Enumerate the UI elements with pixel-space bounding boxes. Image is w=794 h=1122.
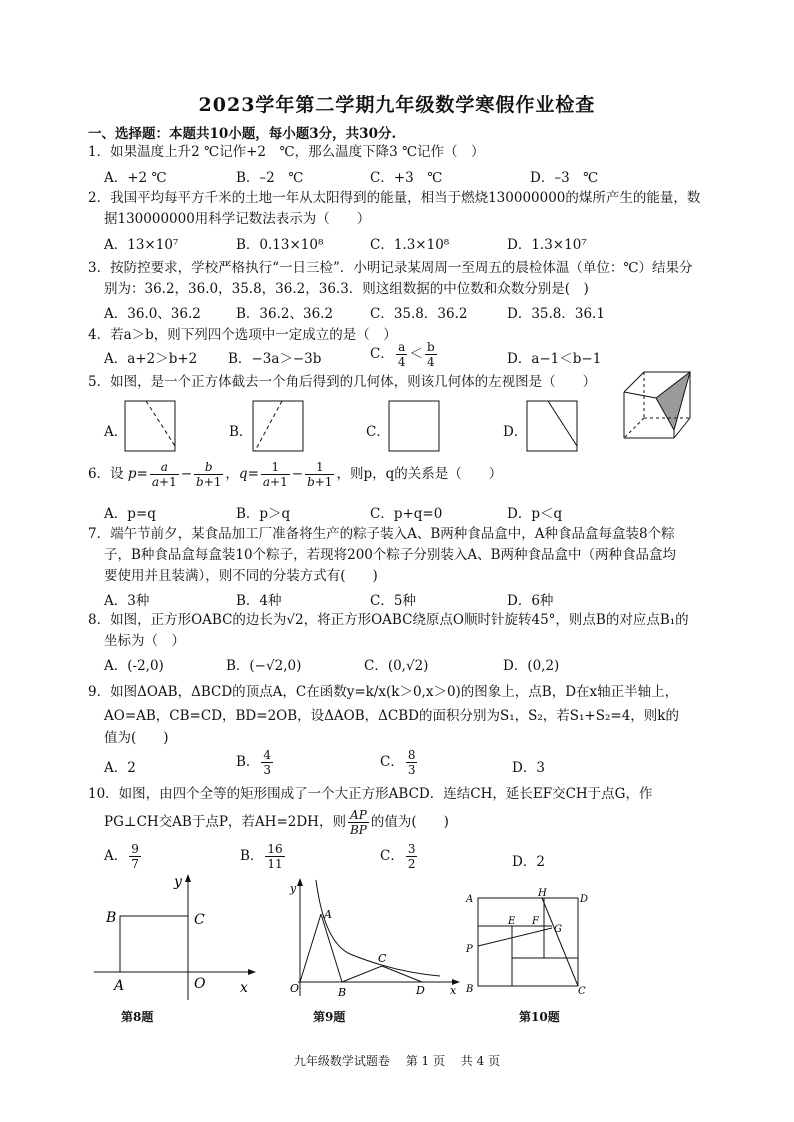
fig10-label-b: B [466, 984, 474, 995]
question-1-stem: 1．如果温度上升2 ℃记作+2 ℃，那么温度下降3 ℃记作（ ） [88, 144, 485, 160]
q5-option-d-label: D． [503, 424, 528, 440]
fig8-label-c: C [194, 912, 205, 928]
q2-option-c: C．1.3×10⁸ [370, 237, 450, 253]
q3-option-c: C．35.8．36.2 [370, 306, 468, 322]
q8-option-d: D．(0,2) [503, 658, 560, 674]
q5-option-b-figure [252, 400, 304, 452]
fig9-label-a: A [324, 908, 332, 921]
q4-option-c: C． $\frac{a}{4}$ ＜ $\frac{b}{4}$ [370, 340, 435, 369]
q3-option-d: D．35.8．36.1 [507, 306, 605, 322]
q4-option-d: D．a−1＜b−1 [507, 351, 602, 367]
q2-option-a: A．13×10⁷ [104, 237, 179, 253]
fig10-label-f: F [532, 916, 539, 927]
q9-option-d: D．3 [512, 760, 545, 776]
q7-option-d: D．6种 [507, 593, 554, 609]
figure-8 [90, 872, 260, 1002]
q8-option-c: C．(0,√2) [364, 658, 429, 674]
q1-option-d: D．–3 ℃ [530, 170, 599, 186]
fig8-label-o: O [194, 976, 206, 992]
question-8-stem-line2: 坐标为（ ） [104, 633, 185, 649]
q10-option-c: C． $\frac{3}{2}$ [380, 842, 416, 871]
q7-option-b: B．4种 [236, 593, 282, 609]
q5-option-a-label: A． [104, 424, 128, 440]
question-2-stem-line2: 据130000000用科学记数法表示为（ ） [104, 211, 371, 227]
fig9-label-b: B [338, 986, 347, 999]
fig8-label-x: x [240, 980, 248, 996]
fig10-label-p: P [466, 944, 473, 955]
page-footer: 九年级数学试题卷 第 1 页 共 4 页 [293, 1054, 501, 1068]
fig10-label-h: H [538, 888, 547, 899]
q4-option-b: B．−3a＞−3b [228, 351, 322, 367]
question-5-stem: 5．如图，是一个正方体截去一个角后得到的几何体，则该几何体的左视图是（ ） [88, 374, 597, 390]
question-8-stem-line1: 8．如图，正方形OABC的边长为√2，将正方形OABC绕原点O顺时针旋转45°，则点B的对应点B₁的 [88, 612, 689, 628]
fig10-label-g: G [554, 924, 562, 935]
question-6-stem: 6．设 p= $\frac{a}{a+1}$ − $\frac{b}{b+1}$ ，q= $\frac{1}{a+1}$ − $\frac{1}{b+1}$ ，则p，q的关系是（ ） [88, 460, 503, 489]
q6-option-d: D．p＜q [507, 506, 563, 522]
question-7-stem-line2: 子，B种食品盒每盒装10个粽子，若现将200个粽子分别装入A、B两种食品盒中（两种食品盒均 [104, 547, 677, 563]
q10-option-a: A． $\frac{9}{7}$ [104, 842, 139, 871]
q1-option-c: C．+3 ℃ [370, 170, 443, 186]
question-9-stem-line3: 值为( ) [104, 730, 169, 746]
question-3-stem-line2: 别为：36.2，36.0，35.8，36.2，36.3．则这组数据的中位数和众数分别是( ) [104, 281, 589, 297]
question-10-stem-line2: PG⊥CH交AB于点P，若AH=2DH，则 $\frac{AP}{BP}$ 的值为( ) [104, 808, 449, 837]
q5-option-b-label: B． [229, 424, 253, 440]
fig9-label-o: O [290, 982, 300, 995]
fig10-label-c: C [578, 986, 586, 997]
q9-option-b: B． $\frac{4}{3}$ [236, 748, 272, 777]
page-title: 2023学年第二学期九年级数学寒假作业检查 [198, 94, 596, 116]
question-4-stem: 4．若a＞b，则下列四个选项中一定成立的是（ ） [88, 327, 397, 343]
q9-option-a: A．2 [104, 760, 136, 776]
fig10-caption: 第10题 [519, 1010, 560, 1024]
q8-option-b: B．(−√2,0) [226, 658, 302, 674]
q4-option-a: A．a+2＞b+2 [104, 351, 198, 367]
fig8-label-y: y [174, 874, 182, 890]
fig8-label-b: B [106, 910, 117, 926]
q5-option-c-figure [388, 400, 440, 452]
fig8-label-a: A [114, 978, 125, 994]
q7-option-c: C．5种 [370, 593, 416, 609]
figure-9 [284, 872, 464, 1002]
q6-option-b: B．p＞q [236, 506, 291, 522]
cube-figure [622, 370, 702, 442]
q2-option-d: D．1.3×10⁷ [507, 237, 587, 253]
q5-option-c-label: C． [366, 424, 390, 440]
q6-option-c: C．p+q=0 [370, 506, 443, 522]
fig10-label-e: E [508, 916, 516, 927]
q8-option-a: A．(-2,0) [104, 658, 164, 674]
q3-option-b: B．36.2、36.2 [236, 306, 334, 322]
fig9-label-c: C [378, 952, 387, 965]
section-heading: 一、选择题：本题共10小题，每小题3分，共30分. [88, 126, 397, 142]
q7-option-a: A．3种 [104, 593, 150, 609]
question-9-stem-line2: AO=AB，CB=CD，BD=2OB，设ΔAOB，ΔCBD的面积分别为S₁，S₂，若S₁+S₂=4，则k的 [104, 708, 679, 724]
question-3-stem-line1: 3．按防控要求，学校严格执行“一日三检”．小明记录某周周一至周五的晨检体温（单位：℃）结果分 [88, 260, 693, 276]
figure-10 [464, 886, 594, 998]
fig10-label-d: D [580, 894, 589, 905]
fig9-label-y: y [290, 882, 297, 895]
q6-option-a: A．p=q [104, 506, 156, 522]
q1-option-b: B．–2 ℃ [236, 170, 304, 186]
fig10-label-a: A [466, 894, 474, 905]
question-7-stem-line3: 要使用并且装满），则不同的分装方式有( ) [104, 568, 378, 584]
question-7-stem-line1: 7．端午节前夕，某食品加工厂准备将生产的粽子装入A、B两种食品盒中，A种食品盒每盒装8个粽 [88, 526, 675, 542]
fig8-caption: 第8题 [121, 1010, 154, 1024]
q5-option-d-figure [526, 400, 578, 452]
fig9-label-x: x [450, 984, 457, 997]
q10-option-d: D．2 [512, 854, 545, 870]
question-10-stem-line1: 10．如图，由四个全等的矩形围成了一个大正方形ABCD．连结CH，延长EF交CH于点G，作 [88, 786, 653, 802]
q3-option-a: A．36.0、36.2 [104, 306, 201, 322]
question-9-stem-line1: 9．如图ΔOAB，ΔBCD的顶点A，C在函数y=k/x(k＞0,x＞0)的图象上，点B，D在x轴正半轴上， [88, 684, 679, 700]
q10-option-b: B． $\frac{16}{11}$ [240, 842, 283, 871]
q9-option-c: C． $\frac{8}{3}$ [380, 748, 416, 777]
q5-option-a-figure [124, 400, 176, 452]
fig9-caption: 第9题 [313, 1010, 346, 1024]
q2-option-b: B．0.13×10⁸ [236, 237, 324, 253]
q1-option-a: A．+2 ℃ [104, 170, 167, 186]
fig9-label-d: D [416, 984, 425, 997]
question-2-stem-line1: 2．我国平均每平方千米的土地一年从太阳得到的能量，相当于燃烧130000000的煤所产生的能量，数 [88, 190, 701, 206]
